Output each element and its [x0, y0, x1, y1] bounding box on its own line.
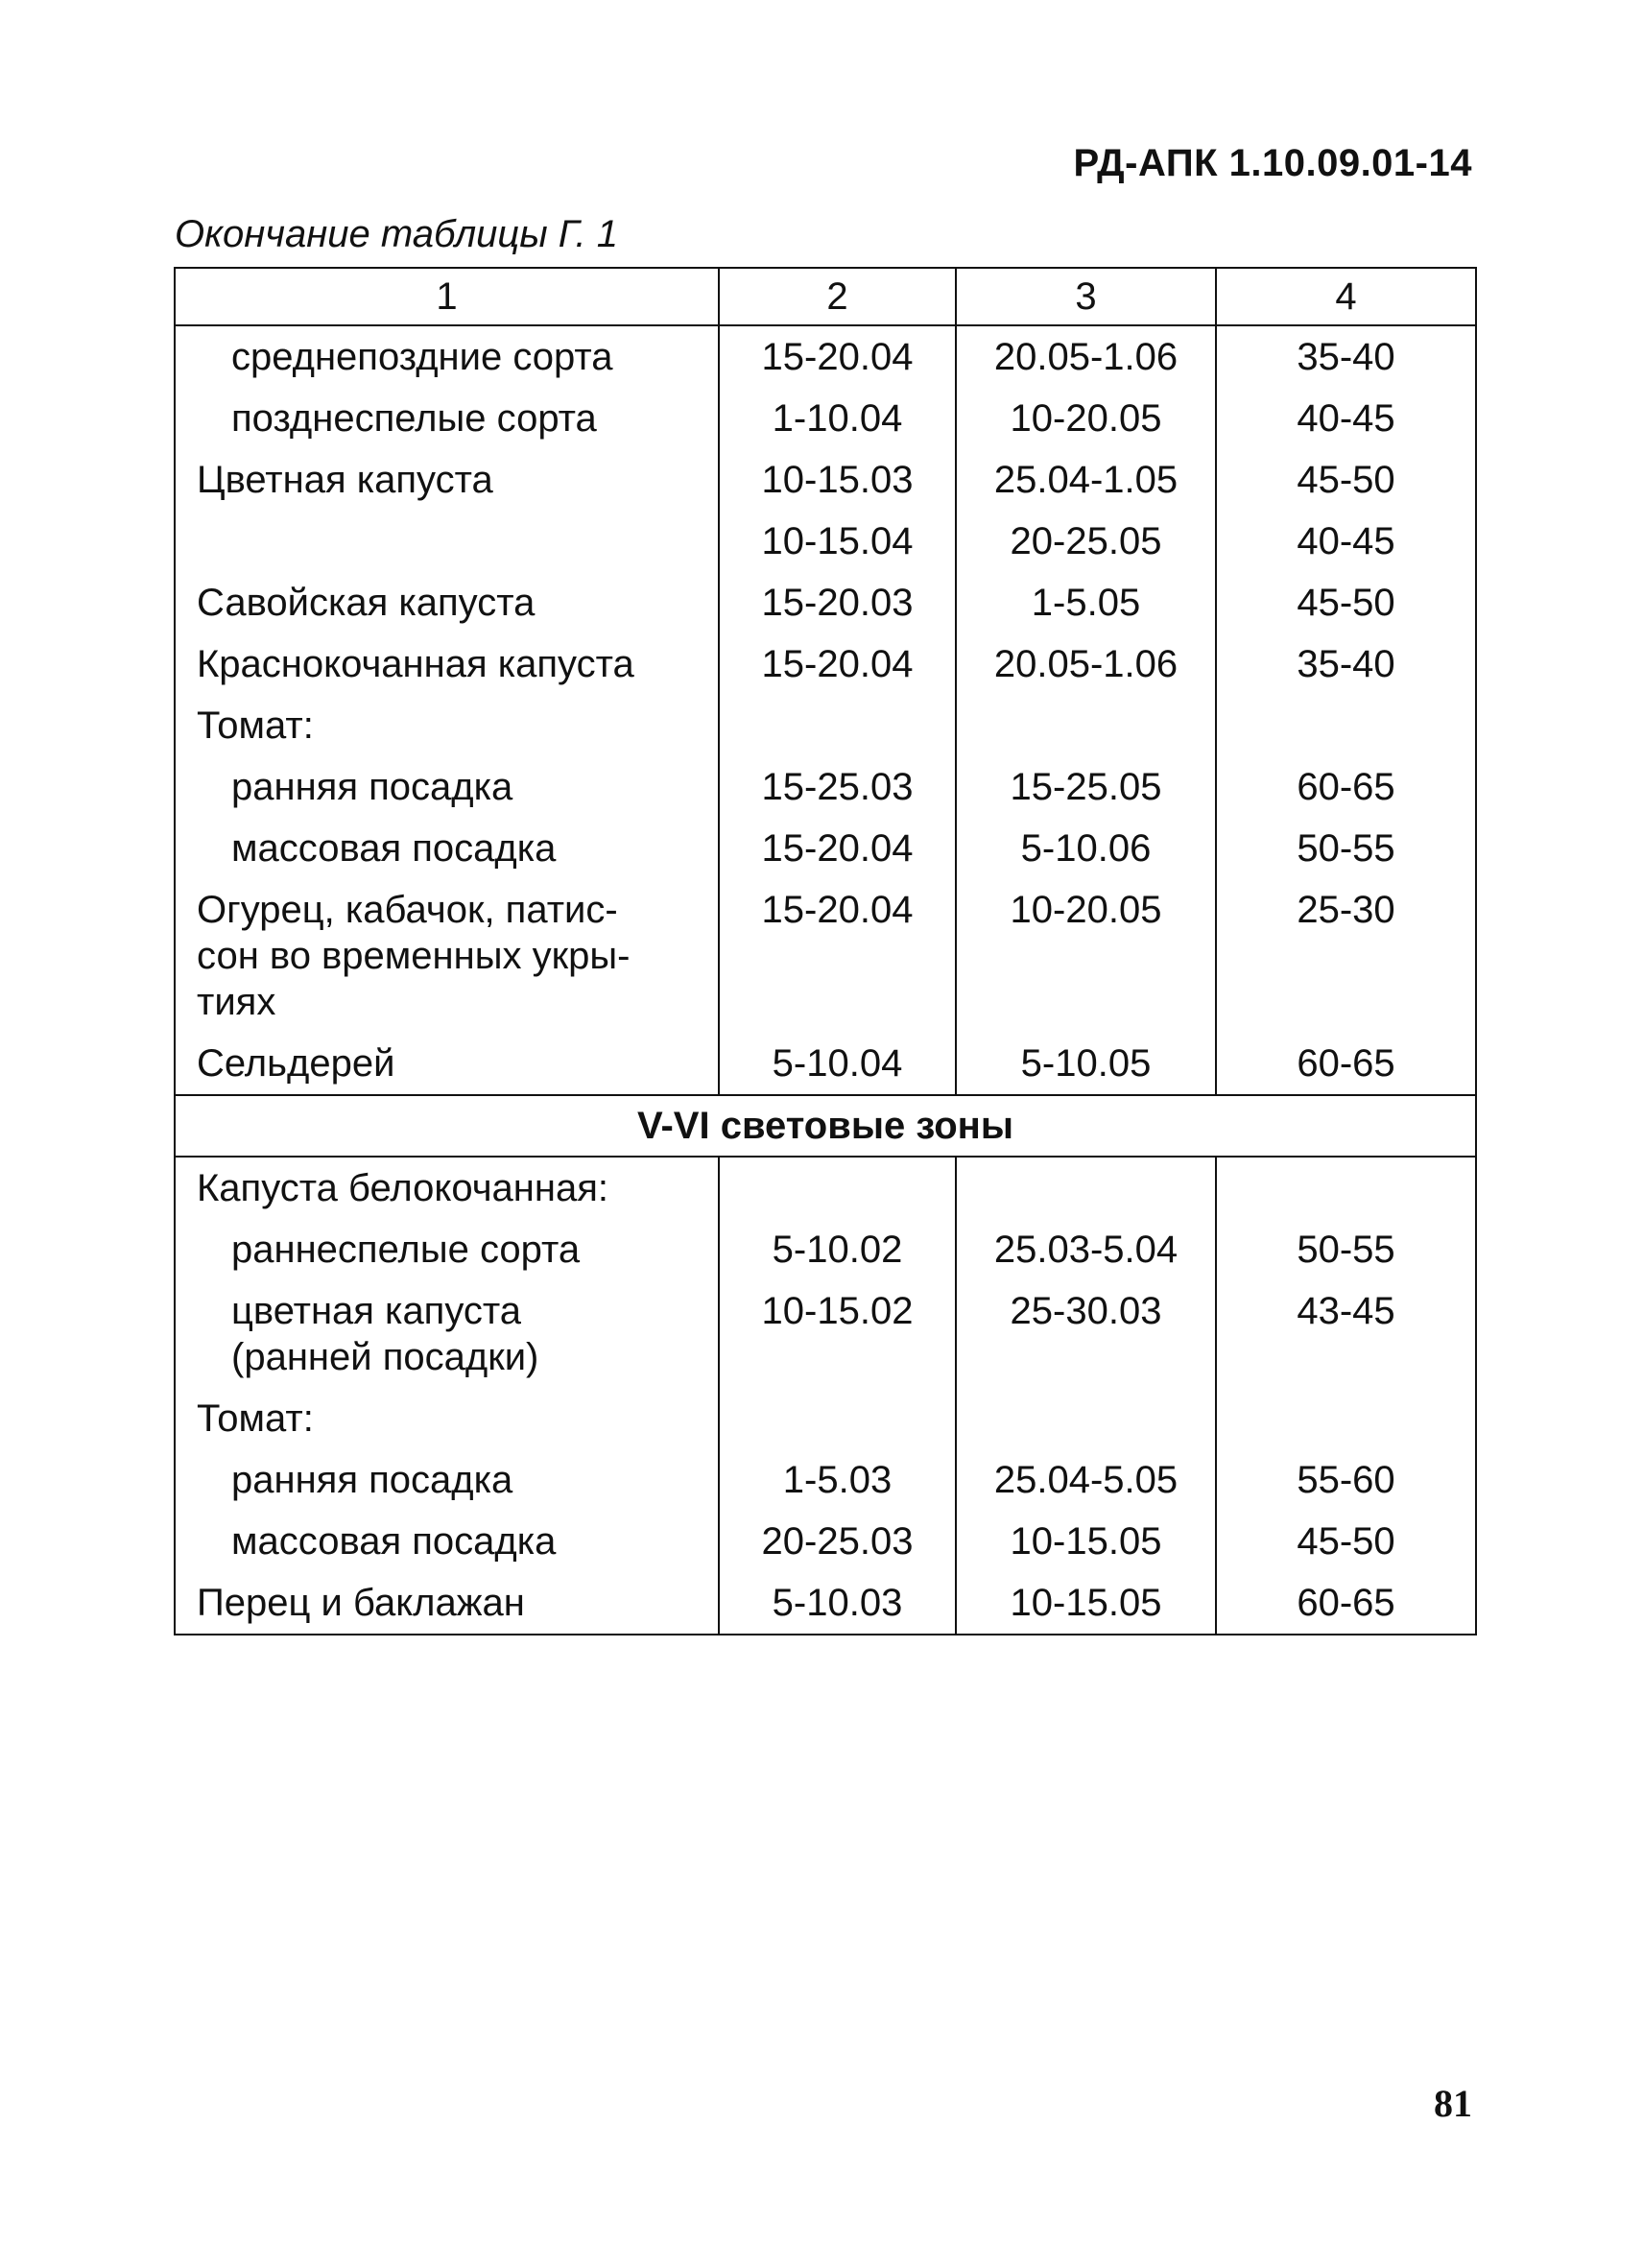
- sowing-date: 5-10.04: [719, 1033, 956, 1095]
- table-row: [175, 388, 1476, 449]
- section-header-row: [175, 1095, 1476, 1157]
- column-header-2: 2: [719, 268, 956, 325]
- table-row: [175, 325, 1476, 388]
- crop-name: ранняя посадка: [175, 1449, 719, 1511]
- crop-name: Перец и баклажан: [175, 1572, 719, 1635]
- planting-date: 25-30.03: [956, 1280, 1216, 1388]
- table-row: [175, 511, 1476, 572]
- sowing-date: 1-5.03: [719, 1449, 956, 1511]
- sowing-date: [719, 1388, 956, 1449]
- crop-name: среднепоздние сорта: [175, 325, 719, 388]
- seedling-age: 45-50: [1216, 449, 1476, 511]
- sowing-date: 5-10.02: [719, 1219, 956, 1280]
- crop-name-line: Огурец, кабачок, патис-: [197, 889, 618, 931]
- sowing-date: 10-15.02: [719, 1280, 956, 1388]
- crop-name: массовая посадка: [175, 818, 719, 879]
- sowing-date: 15-20.04: [719, 633, 956, 695]
- table-row: [175, 449, 1476, 511]
- table-row: [175, 879, 1476, 1033]
- table-row: [175, 1219, 1476, 1280]
- sowing-date: 10-15.04: [719, 511, 956, 572]
- planting-date: 25.04-1.05: [956, 449, 1216, 511]
- table-header-row: [175, 268, 1476, 325]
- table-row: [175, 756, 1476, 818]
- sowing-date: 5-10.03: [719, 1572, 956, 1635]
- seedling-age: 60-65: [1216, 756, 1476, 818]
- crop-name: Цветная капуста: [175, 449, 719, 511]
- seedling-age: 43-45: [1216, 1280, 1476, 1388]
- data-table: [174, 267, 1477, 1635]
- seedling-age: [1216, 1388, 1476, 1449]
- seedling-age: 45-50: [1216, 1511, 1476, 1572]
- table-row: [175, 1157, 1476, 1219]
- planting-date: 5-10.05: [956, 1033, 1216, 1095]
- sowing-date: [719, 695, 956, 756]
- sowing-date: 15-20.03: [719, 572, 956, 633]
- seedling-age: 50-55: [1216, 818, 1476, 879]
- seedling-age: 40-45: [1216, 388, 1476, 449]
- planting-date: 1-5.05: [956, 572, 1216, 633]
- crop-name-line: цветная капуста: [231, 1290, 522, 1332]
- sowing-date: 15-20.04: [719, 325, 956, 388]
- table-row: [175, 633, 1476, 695]
- planting-date: 10-20.05: [956, 388, 1216, 449]
- planting-date: [956, 1157, 1216, 1219]
- planting-date: 20-25.05: [956, 511, 1216, 572]
- seedling-age: 45-50: [1216, 572, 1476, 633]
- column-header-1: 1: [175, 268, 719, 325]
- crop-name: [175, 879, 719, 1033]
- planting-date: [956, 1388, 1216, 1449]
- crop-name: позднеспелые сорта: [175, 388, 719, 449]
- crop-name: Капуста белокочанная:: [175, 1157, 719, 1219]
- seedling-age: 35-40: [1216, 325, 1476, 388]
- planting-date: 25.03-5.04: [956, 1219, 1216, 1280]
- sowing-date: 10-15.03: [719, 449, 956, 511]
- crop-name-line: сон во временных укры-: [197, 935, 631, 977]
- sowing-date: 15-25.03: [719, 756, 956, 818]
- table-row: [175, 818, 1476, 879]
- crop-name: массовая посадка: [175, 1511, 719, 1572]
- sowing-date: 1-10.04: [719, 388, 956, 449]
- crop-name: Томат:: [175, 1388, 719, 1449]
- table-row: [175, 572, 1476, 633]
- sowing-date: [719, 1157, 956, 1219]
- planting-date: 10-15.05: [956, 1511, 1216, 1572]
- crop-name: [175, 511, 719, 572]
- planting-date: 5-10.06: [956, 818, 1216, 879]
- seedling-age: 35-40: [1216, 633, 1476, 695]
- crop-name: Краснокочанная капуста: [175, 633, 719, 695]
- document-code: РД-АПК 1.10.09.01-14: [1073, 142, 1472, 184]
- table-row: [175, 1572, 1476, 1635]
- section-title: V-VI световые зоны: [175, 1095, 1476, 1157]
- table-row: [175, 1511, 1476, 1572]
- crop-name: Томат:: [175, 695, 719, 756]
- planting-date: 20.05-1.06: [956, 633, 1216, 695]
- seedling-age: 40-45: [1216, 511, 1476, 572]
- crop-name: Сельдерей: [175, 1033, 719, 1095]
- planting-date: 15-25.05: [956, 756, 1216, 818]
- seedling-age: [1216, 695, 1476, 756]
- seedling-age: 60-65: [1216, 1033, 1476, 1095]
- seedling-age: 60-65: [1216, 1572, 1476, 1635]
- table-row: [175, 1449, 1476, 1511]
- page-number: 81: [1434, 2082, 1472, 2125]
- seedling-age: 25-30: [1216, 879, 1476, 1033]
- table-caption: Окончание таблицы Г. 1: [175, 213, 619, 255]
- planting-date: 10-15.05: [956, 1572, 1216, 1635]
- planting-date: [956, 695, 1216, 756]
- sowing-date: 15-20.04: [719, 818, 956, 879]
- planting-date: 10-20.05: [956, 879, 1216, 1033]
- seedling-age: [1216, 1157, 1476, 1219]
- crop-name: ранняя посадка: [175, 756, 719, 818]
- column-header-3: 3: [956, 268, 1216, 325]
- crop-name-line: (ранней посадки): [231, 1336, 539, 1378]
- table-row: [175, 695, 1476, 756]
- planting-date: 25.04-5.05: [956, 1449, 1216, 1511]
- crop-name: Савойская капуста: [175, 572, 719, 633]
- planting-date: 20.05-1.06: [956, 325, 1216, 388]
- sowing-date: 20-25.03: [719, 1511, 956, 1572]
- table-row: [175, 1388, 1476, 1449]
- crop-name: раннеспелые сорта: [175, 1219, 719, 1280]
- crop-name: [175, 1280, 719, 1388]
- table-row: [175, 1033, 1476, 1095]
- sowing-date: 15-20.04: [719, 879, 956, 1033]
- seedling-age: 55-60: [1216, 1449, 1476, 1511]
- column-header-4: 4: [1216, 268, 1476, 325]
- seedling-age: 50-55: [1216, 1219, 1476, 1280]
- crop-name-line: тиях: [197, 981, 276, 1023]
- table-row: [175, 1280, 1476, 1388]
